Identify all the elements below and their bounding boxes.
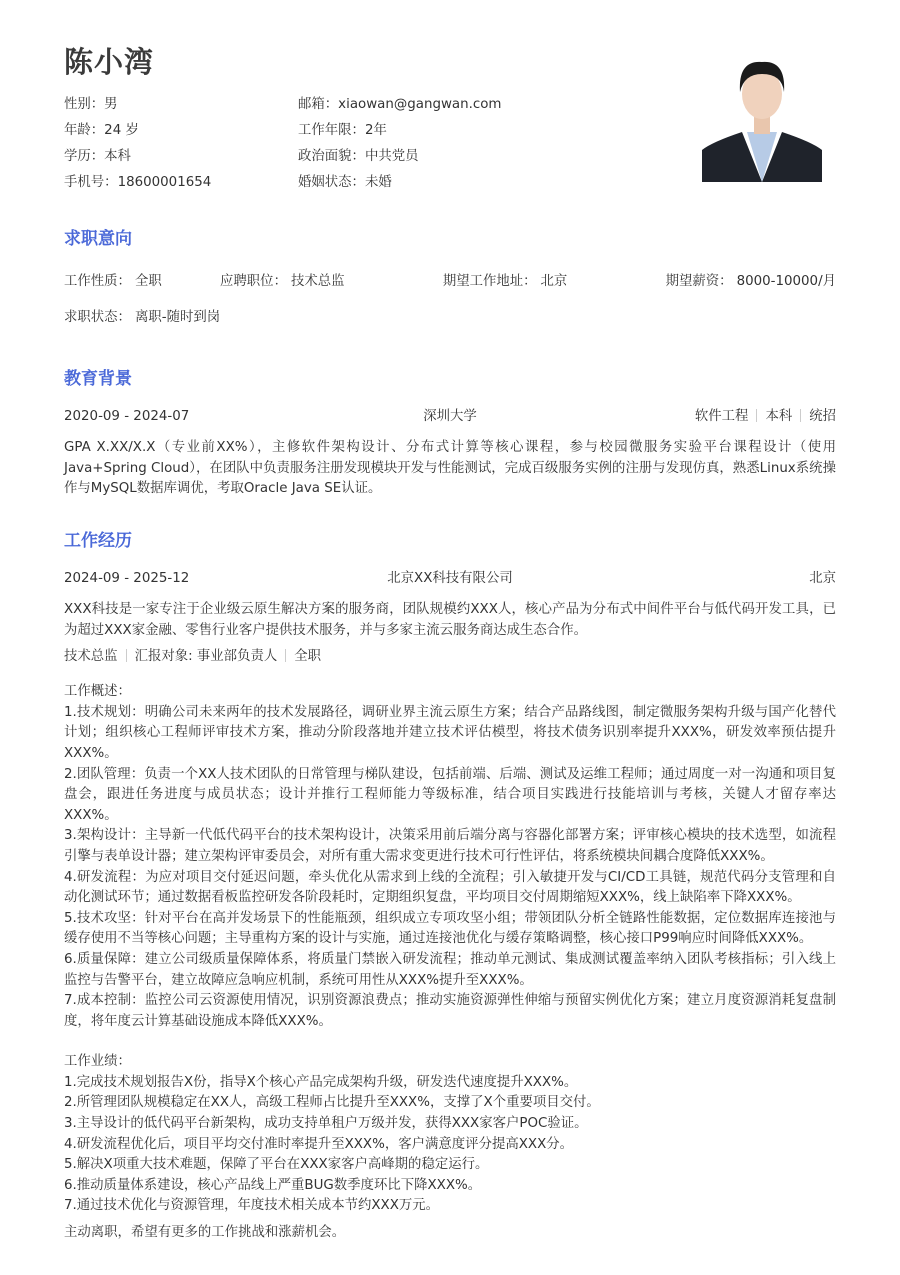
work-period: 2024-09 - 2025-12 xyxy=(64,571,190,586)
info-value: 中共党员 xyxy=(364,149,419,164)
work-type: 全职 xyxy=(294,649,322,665)
intent-value: 全职 xyxy=(134,274,162,289)
intent-label: 期望薪资： xyxy=(665,274,733,289)
info-label: 手机号： xyxy=(64,175,118,190)
overview-item: 4.研发流程：为应对项目交付延迟问题，牵头优化从需求到上线的全流程；引入敏捷开发与CI/CD工具链，规范代码分支管理和自动化测试环节；通过数据看板监控研发各阶段耗时，定期组织复盘，平均项目交付周期缩短XXX%，线上缺陷率下降XXX%。 xyxy=(64,869,836,906)
info-row xyxy=(64,94,664,120)
edu-period: 2020-09 - 2024-07 xyxy=(64,409,190,424)
overview-item: 7.成本控制：监控公司云资源使用情况，识别资源浪费点；推动实施资源弹性伸缩与预留实例优化方案；建立月度资源消耗复盘制度，将年度云计算基础设施成本降低XXX%。 xyxy=(64,993,836,1029)
edu-major: 软件工程 xyxy=(694,409,749,424)
info-value: 2年 xyxy=(364,123,387,138)
info-value: 本科 xyxy=(104,149,131,164)
company-description: XXX科技是一家专注于企业级云原生解决方案的服务商，团队规模约XXX人，核心产品为分布式中间件平台与低代码开发工具，已为超过XXX家金融、零售行业客户提供技术服务，并与多家主流云服务商达成生态合作。 xyxy=(64,602,836,638)
info-label: 政治面貌： xyxy=(298,149,365,164)
overview-item: 3.架构设计：主导新一代低代码平台的技术架构设计，决策采用前后端分离与容器化部署方案；评审核心模块的技术选型，如流程引擎与表单设计器；建立架构评审委员会，对所有重大需求变更进行技术可行性评估，将系统模块间耦合度降低XXX%。 xyxy=(64,828,836,864)
info-value: 24 岁 xyxy=(104,123,139,138)
intent-item xyxy=(443,272,568,292)
intent-item xyxy=(220,272,345,292)
info-label: 婚姻状态： xyxy=(298,175,365,190)
overview-item: 5.技术攻坚：针对平台在高并发场景下的性能瓶颈，组织成立专项攻坚小组；带领团队分析全链路性能数据，定位数据库连接池与缓存使用不当等核心问题；主导重构方案的设计与实施，通过连接池优化与缓存策略调整，核心接口P99响应时间降低XXX%。 xyxy=(64,910,836,947)
info-value: 18600001654 xyxy=(117,175,212,190)
candidate-name: 陈小湾 xyxy=(64,45,155,79)
result-item: 5.解决X项重大技术难题，保障了平台在XXX家客户高峰期的稳定运行。 xyxy=(64,1157,489,1173)
intent-value: 北京 xyxy=(540,274,568,289)
intent-row xyxy=(64,272,836,328)
work-results xyxy=(64,1052,836,1217)
overview-item: 1.技术规划：明确公司未来两年的技术发展路径，调研业界主流云原生方案；结合产品路线图，制定微服务架构升级与国产化替代计划；组织核心工程师评审技术方案，推动分阶段落地并建立技术评估模型，将技术债务识别率提升XXX%，研发效率预估提升XXX%。 xyxy=(64,704,836,761)
work-title: 技术总监 xyxy=(64,649,118,665)
info-label: 性别： xyxy=(64,97,105,112)
result-item: 3.主导设计的低代码平台新架构，成功支持单租户万级并发，获得XXX家客户POC验证。 xyxy=(64,1116,588,1132)
info-value: 未婚 xyxy=(364,175,392,190)
edu-description: GPA X.XX/X.X（专业前XX%），主修软件架构设计、分布式计算等核心课程，参与校园微服务实验平台课程设计（使用Java+Spring Cloud），在团队中负责服务注册发现模块开发与性能测试，完成百级服务实例的注册与发现仿真，熟悉Linux系统操作与MySQL数据库调优，考取Oracle Java SE认证。 xyxy=(64,440,836,497)
intent-label: 应聘职位： xyxy=(220,274,287,289)
results-title: 工作业绩： xyxy=(64,1054,131,1070)
info-row xyxy=(64,120,664,146)
info-label: 邮箱： xyxy=(298,97,339,112)
work-city: 北京 xyxy=(809,571,836,586)
work-overview xyxy=(64,682,836,1032)
result-item: 2.所管理团队规模稳定在XX人，高级工程师占比提升至XXX%，支撑了X个重要项目交付。 xyxy=(64,1095,600,1111)
result-item: 4.研发流程优化后，项目平均交付准时率提升至XXX%，客户满意度评分提高XXX分。 xyxy=(64,1136,574,1152)
info-label: 年龄： xyxy=(64,123,105,138)
section-title-intent: 求职意向 xyxy=(64,229,132,249)
intent-value: 8000-10000/月 xyxy=(736,274,836,289)
overview-item: 2.团队管理：负责一个XX人技术团队的日常管理与梯队建设，包括前端、后端、测试及运维工程师；通过周度一对一沟通和项目复盘会，跟进任务进度与成员状态；设计并推行工程师能力等级标准，结合项目实践进行技能培训与考核，关键人才留存率达XXX%。 xyxy=(64,766,836,823)
edu-degree: 本科 xyxy=(765,409,793,424)
section-title-work: 工作经历 xyxy=(64,531,132,551)
intent-value: 技术总监 xyxy=(290,274,345,289)
intent-item xyxy=(666,272,836,292)
info-label: 学历： xyxy=(64,149,105,164)
info-value: xiaowan@gangwan.com xyxy=(338,97,502,112)
work-company: 北京XX科技有限公司 xyxy=(387,571,513,586)
intent-label: 工作性质： xyxy=(64,274,131,289)
work-tags xyxy=(64,647,836,667)
overview-item: 6.质量保障：建立公司级质量保障体系，将质量门禁嵌入研发流程；推动单元测试、集成测试覆盖率纳入团队考核指标；引入线上监控与告警平台，建立故障应急响应机制，系统可用性从XXX%提升至XXX%。 xyxy=(64,951,836,988)
intent-item xyxy=(64,308,836,328)
intent-value: 离职-随时到岗 xyxy=(134,310,221,325)
overview-title: 工作概述： xyxy=(64,684,131,700)
intent-item xyxy=(64,272,162,292)
section-title-education: 教育背景 xyxy=(64,369,132,389)
edu-school: 深圳大学 xyxy=(423,409,477,424)
result-item: 7.通过技术优化与资源管理，年度技术相关成本节约XXX万元。 xyxy=(64,1198,440,1214)
profile-photo xyxy=(702,52,822,182)
result-item: 6.推动质量体系建设，核心产品线上严重BUG数季度环比下降XXX%。 xyxy=(64,1177,482,1193)
work-report-to: 汇报对象: 事业部负责人 xyxy=(134,649,278,665)
intent-label: 期望工作地址： xyxy=(442,274,537,289)
result-item: 1.完成技术规划报告X份，指导X个核心产品完成架构升级，研发迭代速度提升XXX%。 xyxy=(64,1074,578,1090)
leave-reason: 主动离职，希望有更多的工作挑战和涨薪机会。 xyxy=(64,1225,346,1241)
info-row xyxy=(64,172,664,198)
intent-label: 求职状态： xyxy=(64,310,131,325)
education-entry xyxy=(64,407,836,500)
basic-info xyxy=(64,94,664,198)
work-entry xyxy=(64,569,836,1244)
edu-type: 统招 xyxy=(809,409,836,424)
info-row xyxy=(64,146,664,172)
info-value: 男 xyxy=(104,97,118,112)
info-label: 工作年限： xyxy=(298,123,365,138)
